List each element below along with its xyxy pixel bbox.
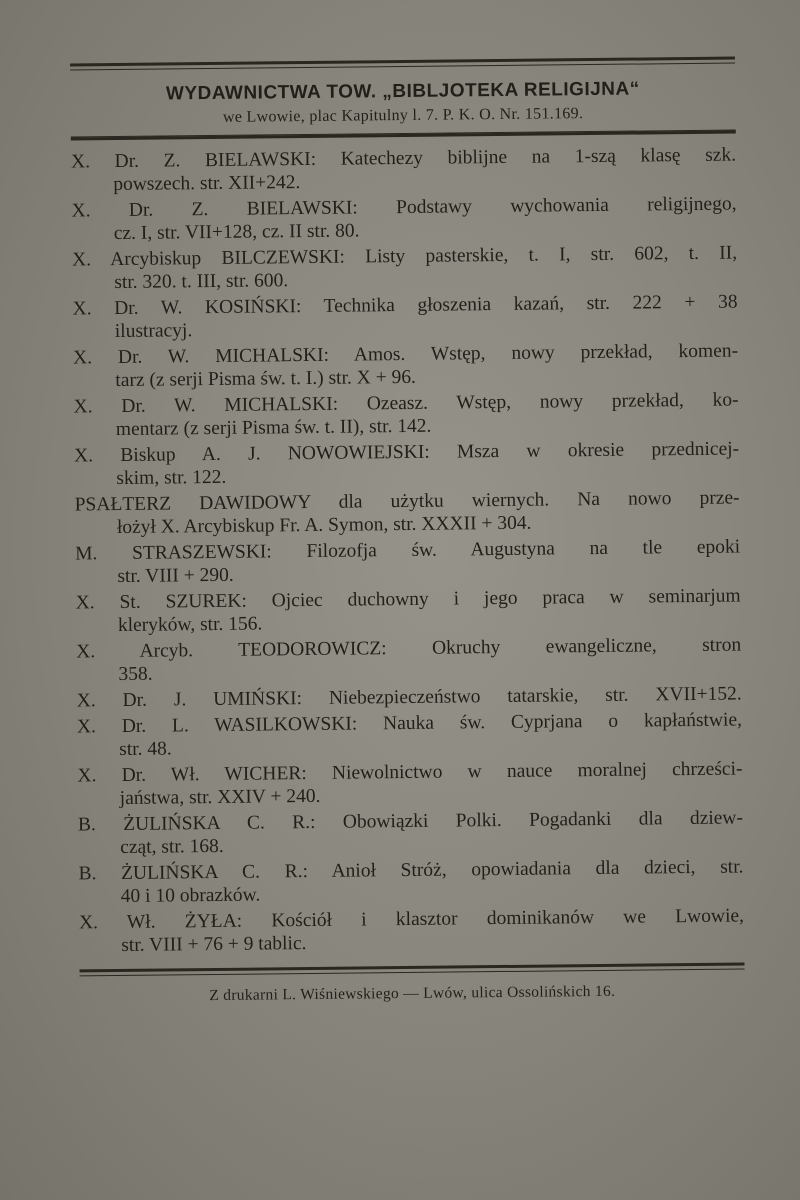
entry-continuation: cząt, str. 168. — [120, 835, 224, 858]
entry-line: M. STRASZEWSKI: Filozofja św. Augustyna na tle epoki — [75, 536, 741, 565]
list-item — [77, 708, 742, 761]
top-rule — [70, 57, 735, 71]
entry-continuation: tarz (z serji Pisma św. t. I.) str. X + 96. — [115, 366, 416, 392]
list-item — [71, 144, 736, 197]
entry-line: X. Arcybiskup BILCZEWSKI: Listy pasterskie, t. I, str. 602, t. II, — [71, 242, 738, 271]
entry-continuation: str. 48. — [119, 738, 172, 761]
entry-line: X. Dr. W. MICHALSKI: Amos. Wstęp, nowy przekład, komen- — [72, 340, 739, 369]
list-item — [78, 855, 743, 908]
entry-continuation: mentarz (z serji Pisma św. t. II), str. 142. — [115, 415, 432, 441]
entry-line: X. Dr. W. MICHALSKI: Ozeasz. Wstęp, nowy przekład, ko- — [73, 389, 739, 418]
list-item — [72, 291, 737, 344]
list-item — [74, 437, 739, 490]
entry-line: PSAŁTERZ DAWIDOWY dla użytku wiernych. Na nowo prze- — [74, 487, 740, 516]
list-item — [72, 242, 737, 295]
printed-page — [70, 57, 745, 1064]
entry-line: B. ŻULIŃSKA C. R.: Anioł Stróż, opowiadania dla dzieci, str. — [78, 856, 744, 885]
list-item — [75, 486, 740, 539]
list-item — [76, 584, 741, 637]
list-item — [73, 388, 738, 441]
list-item — [77, 757, 742, 810]
publisher-title: WYDAWNICTWA TOW. „BIBLJOTEKA RELIGIJNA“ — [165, 78, 640, 105]
list-item — [76, 633, 741, 686]
book-list — [71, 144, 744, 958]
entry-continuation: 40 i 10 obrazków. — [120, 884, 261, 907]
entry-continuation: ilustracyj. — [114, 320, 193, 343]
list-item — [75, 535, 740, 588]
entry-line: X. Dr. Wł. WICHER: Niewolnictwo w nauce moralnej chrześci- — [77, 758, 743, 787]
entry-continuation: powszech. str. XII+242. — [113, 172, 301, 196]
list-item — [79, 904, 744, 957]
entry-line: X. Dr. J. UMIŃSKI: Niebezpieczeństwo tatarskie, str. XVII+152. — [76, 683, 742, 712]
list-item — [73, 340, 738, 393]
header-rule — [71, 130, 736, 141]
entry-continuation: str. 320. t. III, str. 600. — [114, 270, 289, 294]
publisher-address: we Lwowie, plac Kapitulny l. 7. P. K. O. Nr. 151.169. — [222, 105, 584, 126]
entry-line: X. Dr. L. WASILKOWSKI: Nauka św. Cyprjana o kapłaństwie, — [76, 709, 743, 738]
printer-imprint: Z drukarni L. Wiśniewskiego — Lwów, ulica Ossolińskich 16. — [209, 982, 616, 1005]
footer-rule — [80, 962, 745, 976]
list-item — [71, 193, 736, 246]
entry-continuation: kleryków, str. 156. — [117, 613, 263, 637]
entry-line: B. ŻULIŃSKA C. R.: Obowiązki Polki. Pogadanki dla dziew- — [77, 807, 744, 836]
entry-line: X. Dr. Z. BIELAWSKI: Katechezy biblijne na 1-szą klasę szk. — [70, 144, 737, 173]
entry-continuation: jaństwa, str. XXIV + 240. — [119, 785, 321, 810]
entry-line: X. Arcyb. TEODOROWICZ: Okruchy ewangeliczne, stron — [76, 634, 742, 663]
entry-continuation: 358. — [118, 663, 153, 686]
entry-line: X. Wł. ŻYŁA: Kościół i klasztor dominikanów we Lwowie, — [78, 905, 745, 934]
publisher-header — [70, 78, 735, 129]
entry-line: X. St. SZUREK: Ojciec duchowny i jego praca w seminarjum — [75, 585, 741, 614]
entry-line: X. Dr. W. KOSIŃSKI: Technika głoszenia kazań, str. 222 + 38 — [72, 291, 738, 320]
list-item — [77, 682, 742, 712]
list-item — [78, 806, 743, 859]
entry-continuation: cz. I, str. VII+128, cz. II str. 80. — [113, 220, 360, 245]
entry-line: X. Biskup A. J. NOWOWIEJSKI: Msza w okresie przednicej- — [74, 438, 740, 467]
entry-line: X. Dr. Z. BIELAWSKI: Podstawy wychowania religijnego, — [71, 193, 737, 222]
entry-continuation: str. VIII + 76 + 9 tablic. — [121, 933, 307, 956]
entry-continuation: str. VIII + 290. — [117, 564, 234, 588]
entry-continuation: łożył X. Arcybiskup Fr. A. Symon, str. XXXII + 304. — [116, 512, 532, 539]
entry-continuation: skim, str. 122. — [116, 466, 227, 490]
